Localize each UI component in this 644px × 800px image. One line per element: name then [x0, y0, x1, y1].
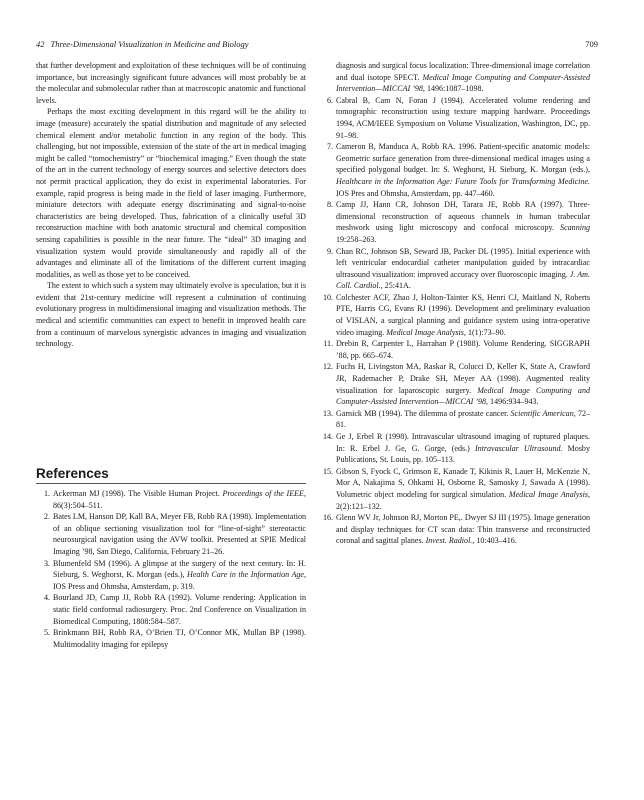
reference-text: Ge J, Erbel R (1998). Intravascular ultrasound imaging of ruptured plaques. In: R. Erbel J. Ge, G. Gorge, (eds.) — [336, 432, 590, 453]
reference-number: 10. — [322, 292, 333, 302]
reference-source-title: Health Care in the Information Age, — [187, 570, 306, 580]
reference-source-title: Intravascular Ultrasound. — [474, 443, 563, 453]
reference-text: Bourland JD, Camp JJ, Robb RA (1992). Volume rendering: Application in static field conformal radiosurgery. Proc. 2nd Conference on Visualization in Biomedical Computing, 1808:584–587. — [53, 593, 306, 626]
reference-details: 10:403–416. — [474, 536, 517, 546]
reference-text: Chan RC, Johnson SB, Seward JB, Packer DL (1995). Initial experience with left ventricular endocardial catheter manipulation guided by intracardiac ultrasound visualization: improved accuracy over fluoroscopic imaging. — [336, 246, 590, 279]
page-number: 709 — [585, 39, 598, 49]
reference-text: Ackerman MJ (1998). The Visible Human Project. — [53, 489, 223, 498]
running-header — [36, 39, 598, 51]
running-title: Three-Dimensional Visualization in Medicine and Biology — [50, 39, 249, 49]
reference-text: Gibson S, Fyock C, Grimson E, Kanade T, Kikinis R, Lauer H, McKenzie N, Mor A, Nakajima S, Ohkami H, Osborne R, Samosky J, Sawada A (1998). Volumetric object modeling for surgical simulation. — [336, 466, 590, 499]
reference-number: 12. — [322, 362, 333, 372]
reference-number: 11. — [323, 339, 333, 349]
reference-source-title: Medical Image Computing and Computer-Assisted Intervention—MICCAI ’98, — [336, 72, 590, 94]
reference-details: Mosby Publications, St. Louis, pp. 105–113. — [336, 443, 590, 465]
reference-number: 6. — [326, 95, 333, 105]
reference-item — [319, 512, 590, 547]
reference-item — [319, 361, 590, 407]
reference-text: Blumenfeld SM (1996). A glimpse at the surgery of the next century. In: H. Sieburg, S. Weghorst, K. Morgan (eds.), — [53, 558, 306, 580]
reference-text: Bates LM, Hanson DP, Kall BA, Meyer FB, Robb RA (1998). Implementation of an oblique sectioning visualization tool for “line-of-sight” stereotactic neurosurgical navigation using the AVW toolkit. Presented at SPIE Medical Imaging ’98, San Diego, California, February 21–26. — [53, 512, 306, 556]
references-list-right — [319, 60, 590, 547]
reference-text: Garnick MB (1994). The dilemma of prostate cancer. — [336, 408, 511, 418]
reference-item — [319, 431, 590, 466]
reference-details: 86(3):504–511. — [53, 500, 103, 510]
reference-number: 1. — [43, 489, 50, 498]
reference-text: Colchester ACF, Zhao J, Holton-Tainter KS, Henri CJ, Maitland N, Roberts PTE, Harris CG, Evans RJ (1996). Development and preliminary evaluation of VISLAN, a surgical planning and guidance system using intra-operative video imaging. — [336, 292, 590, 337]
references-heading: References — [36, 466, 109, 481]
reference-number: 16. — [322, 513, 333, 523]
reference-source-title: Scientific American, — [510, 408, 576, 418]
reference-details: 1496:1087–1098. — [424, 84, 484, 94]
reference-item — [319, 246, 590, 292]
reference-details: IOS Press and Ohmsha, Amsterdam, p. 319. — [53, 581, 195, 591]
reference-source-title: Healthcare in the Information Age: Future Tools for Transforming Medicine. — [336, 176, 590, 186]
reference-details: 1496:934–943. — [488, 397, 539, 407]
reference-source-title: Medical Image Computing and Computer-Assisted Intervention—MICCAI ’98, — [336, 385, 590, 407]
reference-details: 1(1):73–90. — [465, 327, 506, 337]
reference-details: 25:41A. — [382, 281, 411, 291]
reference-item — [36, 592, 306, 627]
reference-details: 19:258–263. — [336, 234, 377, 244]
reference-text: Drebin R, Carpenter L, Harrahan P (1988). Volume Rendering. SIGGRAPH ’88, pp. 665–674. — [336, 339, 590, 360]
reference-number: 3. — [43, 558, 50, 568]
reference-text: Glenn WV Jr, Johnson RJ, Morton PE,. Dwyer SJ III (1975). Image generation and display techniques for CT scan data: Thin transverse and reconstructed coronal and sagittal planes. — [336, 513, 590, 546]
reference-item — [36, 488, 306, 511]
body-paragraph: Perhaps the most exciting development in this regard will be the ability to image (measure) accurately the spatial distribution and magnitude of any selected chemical element and/or metabolic function in any region of the body. This challenging, but not impossible, extension of the state of the art in medical imaging might be called “tomochemistry” or “biochemical imaging.” Even though the state of the art in the current technology of energy sources and selective detectors does not permit practical application, they do exist in experimental laboratories. For example, rapid progress is being made in the field of laser imaging. Furthermore, miniature detectors with adequate energy discriminating and signal-to-noise characteristics are being developed. Thus, fabrication of a clinically useful 3D reconstruction machine with both anatomic structural and chemical composition sensing capabilities is possible in the near future. The “ideal” 3D imaging and visualization system would provide simultaneously and rapidly all of the advantages and eliminate all of the limitations of the different current imaging modalities, as well as those yet to be conceived. — [36, 107, 306, 279]
reference-item — [319, 199, 590, 245]
reference-source-title: Medical Image Analysis, — [508, 489, 591, 499]
reference-number: 13. — [322, 408, 333, 418]
reference-item — [319, 466, 590, 512]
reference-number: 5. — [43, 628, 50, 638]
reference-number: 7. — [326, 142, 333, 152]
reference-number: 15. — [322, 466, 333, 476]
running-header-left — [36, 39, 249, 49]
reference-text: Fuchs H, Livingston MA, Raskar R, Colucci D, Keller K, State A, Crawford JR, Rademacher P, Drake SH, Meyer AA (1998). Augmented reality visualization for laparoscopic surgery. — [336, 362, 590, 395]
reference-item — [319, 60, 590, 95]
body-paragraph: The extent to which such a system may ultimately evolve is speculation, but it is evident that 21st-century medicine will represent a culmination of continuing evolutionary progress in multidimensional imaging and visualization methods. The medical and scientific communities can expect to benefit in improved health care from a continuum of marvelous synergistic advances in imaging and visualization technology. — [36, 281, 307, 349]
reference-number: 9. — [326, 246, 333, 256]
chapter-number: 42 — [36, 39, 45, 49]
reference-text: diagnosis and surgical focus localization: Three-dimensional image correlation and dual isotope SPECT. — [336, 61, 590, 82]
reference-number: 2. — [43, 512, 50, 522]
reference-details: IOS Pres and Ohmsha, Amsterdam, pp. 447–460. — [336, 188, 495, 198]
reference-source-title: J. Am. Coll. Cardiol., — [336, 269, 590, 291]
left-column-body — [36, 60, 306, 350]
reference-text: Camp JJ, Hann CR, Johnson DH, Tarara JE, Robb RA (1997). Three-dimensional reconstruction of aqueous channels in human trabecular meshwork using light microscopy and confocal microscopy. — [336, 200, 590, 233]
reference-source-title: Invest. Radiol., — [425, 536, 475, 546]
reference-item — [319, 141, 590, 199]
reference-details: 72–81. — [336, 408, 590, 430]
reference-number: 14. — [322, 432, 333, 441]
references-list-left — [36, 488, 306, 650]
references-divider — [36, 483, 306, 484]
reference-item — [319, 338, 590, 361]
reference-text: Brinkmann BH, Robb RA, O’Brien TJ, O’Connor MK, Mullan BP (1998). Multimodality imaging for epilepsy — [53, 628, 306, 649]
reference-number: 4. — [43, 593, 50, 603]
reference-text: Cabral B, Cam N, Foran J (1994). Accelerated volume rendering and tomographic reconstruction using texture mapping hardware. Proceedings 1994, ACM/IEEE Symposium on Volume Visualization, Washington, DC, pp. 91–98. — [336, 95, 590, 140]
body-paragraph: that further development and exploitation of these techniques will be of continuing importance, but increasingly significant future advances will most probably be at the molecular and submolecular rather than at macroscopic anatomic and functional levels. — [36, 61, 306, 105]
reference-item — [36, 511, 306, 557]
reference-item — [319, 408, 590, 431]
reference-details: 2(2):121–132. — [336, 501, 382, 511]
reference-text: Cameron B, Manduca A, Robb RA. 1996. Patient-specific anatomic models: Geometric surface generation from three-dimensional medical images using a specified polygonal budget. In: S. Weghorst, H. Sieburg, K. Morgan (eds.), — [336, 142, 590, 175]
reference-item — [319, 292, 590, 338]
reference-item — [36, 627, 306, 650]
reference-item — [36, 558, 306, 593]
reference-source-title: Proceedings of the IEEE, — [222, 489, 306, 498]
reference-number: 8. — [326, 200, 333, 210]
reference-item — [319, 95, 590, 141]
reference-source-title: Scanning — [560, 223, 590, 233]
reference-source-title: Medical Image Analysis, — [386, 327, 466, 337]
